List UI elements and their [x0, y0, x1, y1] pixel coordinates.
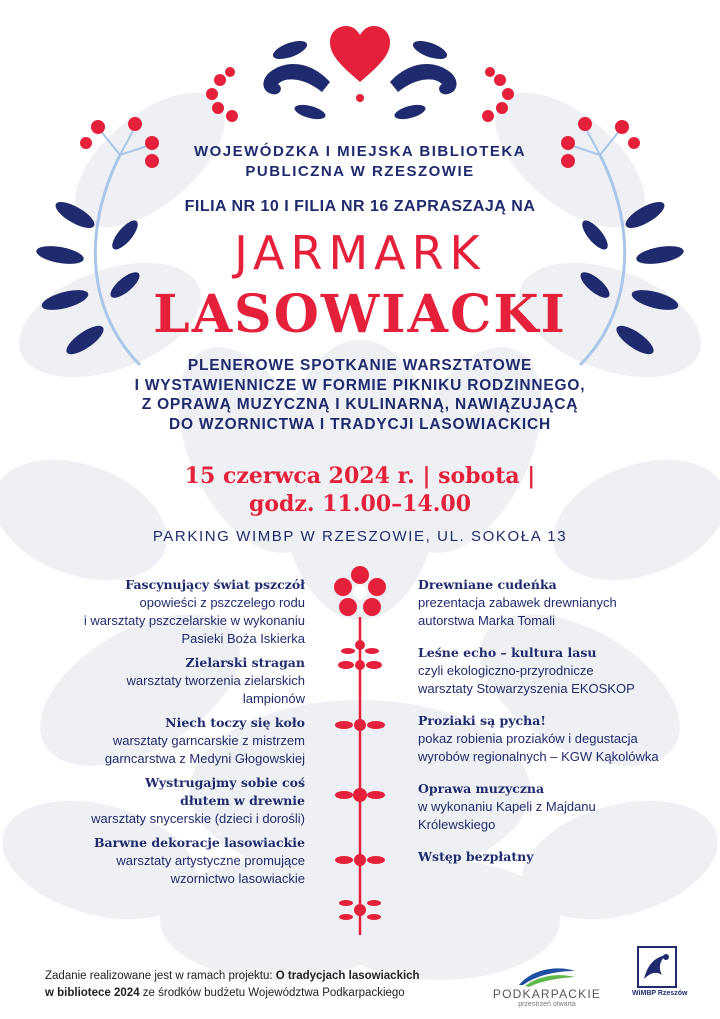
description-line: I WYSTAWIENNICZE W FORMIE PIKNIKU RODZINNEGO,	[134, 376, 586, 394]
activity-title-line: Niech toczy się koło	[165, 715, 305, 730]
activity-text	[30, 732, 305, 768]
footer-text: ze środków budżetu Województwa Podkarpackiego	[139, 987, 405, 999]
activity-text-line: Pasieki Boża Iskierka	[181, 631, 305, 646]
event-place: PARKING WIMBP W RZESZOWIE, UL. SOKOŁA 13	[152, 528, 568, 545]
activity-title-line: Zielarski stragan	[185, 655, 305, 670]
activity-text-line: Królewskiego	[418, 817, 496, 832]
description-line: DO WZORNICTWA I TRADYCJI LASOWIACKICH	[168, 415, 552, 433]
activity-item	[30, 774, 305, 828]
activity-title-line: Drewniane cudeńka	[418, 577, 557, 592]
activity-text	[30, 672, 305, 708]
flower-icon	[334, 566, 386, 616]
center-folk-ornament	[330, 565, 390, 945]
activity-title	[30, 654, 305, 672]
activity-title	[30, 834, 305, 852]
footer-funding-note	[45, 968, 485, 1002]
activity-text-line: opowieści z pszczelego rodu	[139, 595, 305, 610]
project-name: w bibliotece 2024	[45, 987, 140, 999]
activity-item	[30, 654, 305, 708]
activity-text-line: autorstwa Marka Tomali	[418, 613, 556, 628]
project-name: O tradycjach lasowiackich	[275, 970, 420, 982]
wimbp-label: WiMBP Rzeszów	[632, 990, 688, 997]
title-jarmark: JARMARK	[234, 226, 486, 280]
activity-text	[30, 594, 305, 648]
activity-title-line: Leśne echo – kultura lasu	[418, 645, 597, 660]
activity-text-line: w wykonaniu Kapeli z Majdanu	[418, 799, 596, 814]
activity-text-line: lampionów	[242, 691, 305, 706]
activity-text-line: warsztaty artystyczne promujące	[116, 853, 305, 868]
activity-title-line: Proziaki są pycha!	[418, 713, 546, 728]
activity-title	[418, 712, 703, 730]
organizer-name	[0, 142, 720, 182]
activity-text-line: warsztaty snycerskie (dzieci i dorośli)	[91, 811, 305, 826]
footer-text: Zadanie realizowane jest w ramach projektu:	[45, 970, 276, 982]
top-folk-ornament	[190, 20, 530, 130]
activity-title-line: Wstęp bezpłatny	[418, 849, 534, 864]
event-date	[0, 462, 720, 518]
activity-item	[30, 834, 305, 888]
heart-icon	[330, 26, 390, 82]
activity-title	[30, 576, 305, 594]
activity-text-line: pokaz robienia proziaków i degustacja	[418, 731, 638, 746]
activity-text-line: warsztaty garncarskie z mistrzem	[112, 733, 305, 748]
podkarpackie-logo-icon	[517, 963, 577, 987]
activity-text	[418, 798, 703, 834]
podkarpackie-tagline: przestrzeń otwarta	[518, 1001, 576, 1008]
activity-item	[30, 576, 305, 648]
activity-text-line: prezentacja zabawek drewnianych	[418, 595, 617, 610]
activity-item	[418, 576, 703, 630]
description-line: PLENEROWE SPOTKANIE WARSZTATOWE	[187, 357, 533, 374]
activity-title-line: Fascynujący świat pszczół	[125, 577, 305, 592]
activity-title-line: Wystrugajmy sobie coś	[145, 775, 305, 790]
activity-text-line: wzornictwo lasowiackie	[170, 871, 305, 886]
activities-left-column	[30, 576, 305, 888]
activity-text-line: czyli ekologiczno-przyrodnicze	[418, 663, 594, 678]
activity-text	[418, 730, 703, 766]
activity-item	[418, 780, 703, 834]
activity-text-line: warsztaty tworzenia zielarskich	[126, 673, 305, 688]
activity-title	[418, 576, 703, 594]
activity-text	[418, 662, 703, 698]
time-line: godz. 11.00–14.00	[248, 491, 472, 517]
description-line: Z OPRAWĄ MUZYCZNĄ I KULINARNĄ, NAWIĄZUJĄCĄ	[141, 396, 579, 413]
activities-right-column	[418, 576, 703, 866]
activity-title	[418, 780, 703, 798]
organizer-line-2: PUBLICZNA W RZESZOWIE	[245, 163, 475, 180]
activity-title	[418, 644, 703, 662]
activity-text-line: garncarstwa z Medyni Głogowskiej	[104, 751, 305, 766]
activity-item	[418, 644, 703, 698]
activity-text	[30, 852, 305, 888]
activity-item	[418, 712, 703, 766]
event-description	[0, 356, 720, 434]
activity-item	[30, 714, 305, 768]
activity-text	[30, 810, 305, 828]
activity-text-line: i warsztaty pszczelarskie w wykonaniu	[83, 613, 305, 628]
activity-text-line: warsztaty Stowarzyszenia EKOSKOP	[418, 681, 635, 696]
podkarpackie-logo	[492, 963, 602, 1008]
free-entry-note	[418, 848, 703, 866]
activity-title-line: dłutem w drewnie	[180, 793, 305, 808]
activity-title	[30, 714, 305, 732]
activity-item	[418, 848, 703, 866]
organizer-line-1: WOJEWÓDZKA I MIEJSKA BIBLIOTEKA	[193, 143, 527, 160]
title-lasowiacki: LASOWIACKI	[153, 284, 567, 345]
podkarpackie-name: PODKARPACKIE	[492, 987, 602, 1001]
date-line: 15 czerwca 2024 r. | sobota |	[184, 463, 536, 489]
activity-title-line: Barwne dekoracje lasowiackie	[93, 835, 305, 850]
activity-text	[418, 594, 703, 630]
invite-line: FILIA NR 10 I FILIA NR 16 ZAPRASZAJĄ NA	[184, 198, 536, 215]
activity-title-line: Oprawa muzyczna	[418, 781, 545, 796]
activity-title	[30, 774, 305, 810]
activity-text-line: wyrobów regionalnych – KGW Kąkolówka	[418, 749, 659, 764]
